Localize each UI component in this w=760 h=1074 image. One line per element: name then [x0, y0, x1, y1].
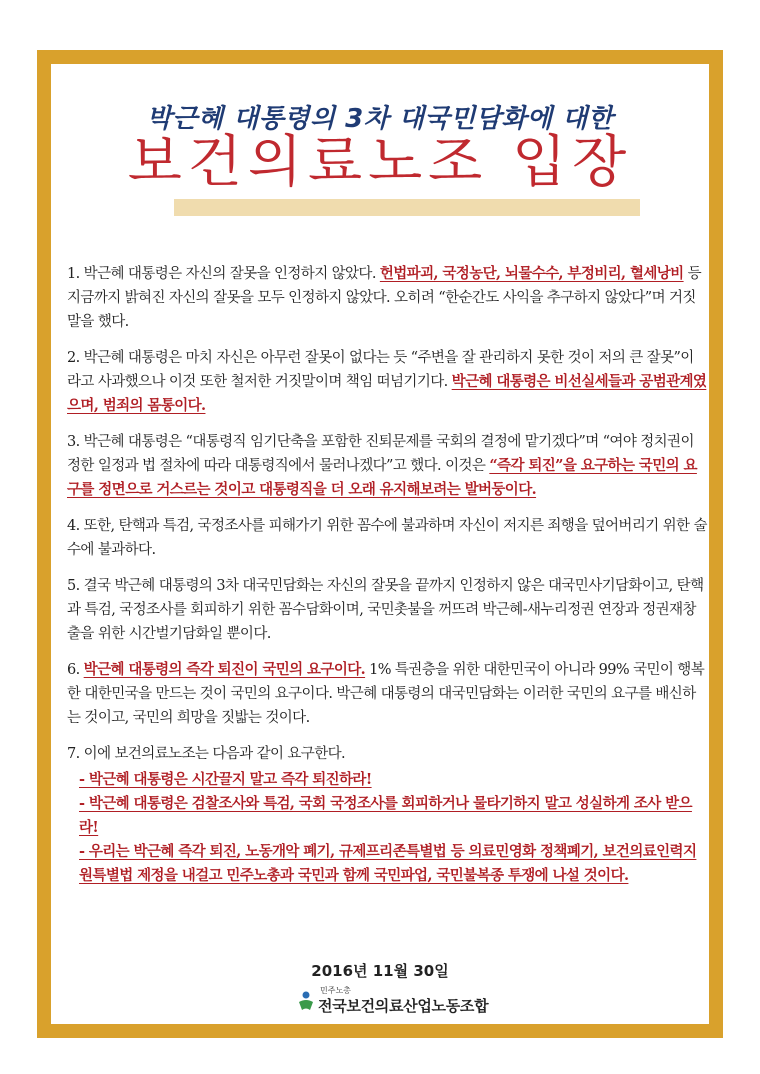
- item-text: 박근혜 대통령은 자신의 잘못을 인정하지 않았다.: [83, 266, 380, 282]
- item-number: 4.: [67, 518, 84, 534]
- statement-item: [67, 742, 707, 766]
- statement-item: [67, 658, 707, 730]
- item-text: 박근혜 대통령은 마치 자신은 아무런 잘못이 없다는 듯 “주변을 잘 관리하지 못한 것이 저의 큰 잘못”이라고 사과했으나 이것 또한 철저한 거짓말이며 책임 떠넘기기다.: [67, 350, 694, 390]
- demand-item: - 박근혜 대통령은 시간끌지 말고 즉각 퇴진하라!: [79, 771, 372, 788]
- document-subtitle: 박근혜 대통령의 3차 대국민담화에 대한: [146, 104, 614, 134]
- item-number: 5.: [67, 578, 84, 594]
- statement-item: [67, 346, 707, 418]
- demands-list: [67, 768, 707, 888]
- item-text: 결국 박근혜 대통령의 3차 대국민담화는 자신의 잘못을 끝까지 인정하지 않은 대국민사기담화이고, 탄핵과 특검, 국정조사를 회피하기 위한 꼼수담화이며, 국민촛불을 꺼뜨려 박근혜-새누리정권 연장과 정권재창출을 위한 시간벌기담화일 뿐이다.: [67, 578, 704, 642]
- item-text: 등 지금까지 밝혀진 자신의 잘못을 모두 인정하지 않았다. 오히려 “한순간도 사익을 추구하지 않았다”며 거짓말을 했다.: [67, 266, 702, 330]
- item-number: 6.: [67, 662, 84, 678]
- statement-item: [67, 430, 707, 502]
- item-text: 1% 특권층을 위한 대한민국이 아니라 99% 국민이 행복한 대한민국을 만드는 것이 국민의 요구이다. 박근혜 대통령의 대국민담화는 이러한 국민의 요구를 배신하는 것이고, 국민의 희망을 짓밟는 것이다.: [67, 662, 705, 726]
- item-text: 박근혜 대통령은 “대통령직 임기단축을 포함한 진퇴문제를 국회의 결정에 맡기겠다”며 “여야 정치권이 정한 일정과 법 절차에 따라 대통령직에서 물러나겠다”고 했다. 이것은: [67, 434, 694, 474]
- demand-item: - 우리는 박근혜 즉각 퇴진, 노동개악 폐기, 규제프리존특별법 등 의료민영화 정책폐기, 보건의료인력지원특별법 제정을 내걸고 민주노총과 국민과 함께 국민파업, 국민불복종 투쟁에 나설 것이다.: [79, 843, 697, 884]
- org-affiliation: 민주노총: [320, 986, 351, 995]
- title-underline-bar: [174, 199, 640, 216]
- statement-items: [67, 262, 707, 766]
- item-number: 3.: [67, 434, 84, 450]
- highlighted-text: “즉각 퇴진”을 요구하는 국민의 요구를 정면으로 거스르는 것이고 대통령직을 더 오래 유지해보려는 발버둥이다.: [67, 457, 697, 498]
- highlighted-text: 박근혜 대통령의 즉각 퇴진이 국민의 요구이다.: [83, 661, 366, 678]
- item-number: 2.: [67, 350, 84, 366]
- statement-date: 2016년 11월 30일: [311, 962, 449, 980]
- item-text: 이에 보건의료노조는 다음과 같이 요구한다.: [83, 746, 346, 762]
- statement-item: [67, 262, 707, 334]
- item-number: 1.: [67, 266, 84, 282]
- document-title: 보건의료노조 입장: [127, 130, 633, 195]
- org-name: 전국보건의료산업노동조합: [318, 997, 489, 1015]
- demand-item: - 박근혜 대통령은 검찰조사와 특검, 국회 국정조사를 회피하거나 물타기하지 말고 성실하게 조사 받으라!: [79, 795, 692, 836]
- highlighted-text: 박근혜 대통령은 비선실세들과 공범관계였으며, 범죄의 몸통이다.: [67, 373, 707, 414]
- union-logo-icon: [297, 990, 315, 1012]
- statement-item: [67, 574, 707, 646]
- statement-body: [67, 262, 707, 888]
- item-number: 7.: [67, 746, 84, 762]
- item-text: 또한, 탄핵과 특검, 국정조사를 피해가기 위한 꼼수에 불과하며 자신이 저지른 죄행을 덮어버리기 위한 술수에 불과하다.: [67, 518, 707, 558]
- statement-item: [67, 514, 707, 562]
- highlighted-text: 헌법파괴, 국정농단, 뇌물수수, 부정비리, 혈세낭비: [379, 265, 684, 282]
